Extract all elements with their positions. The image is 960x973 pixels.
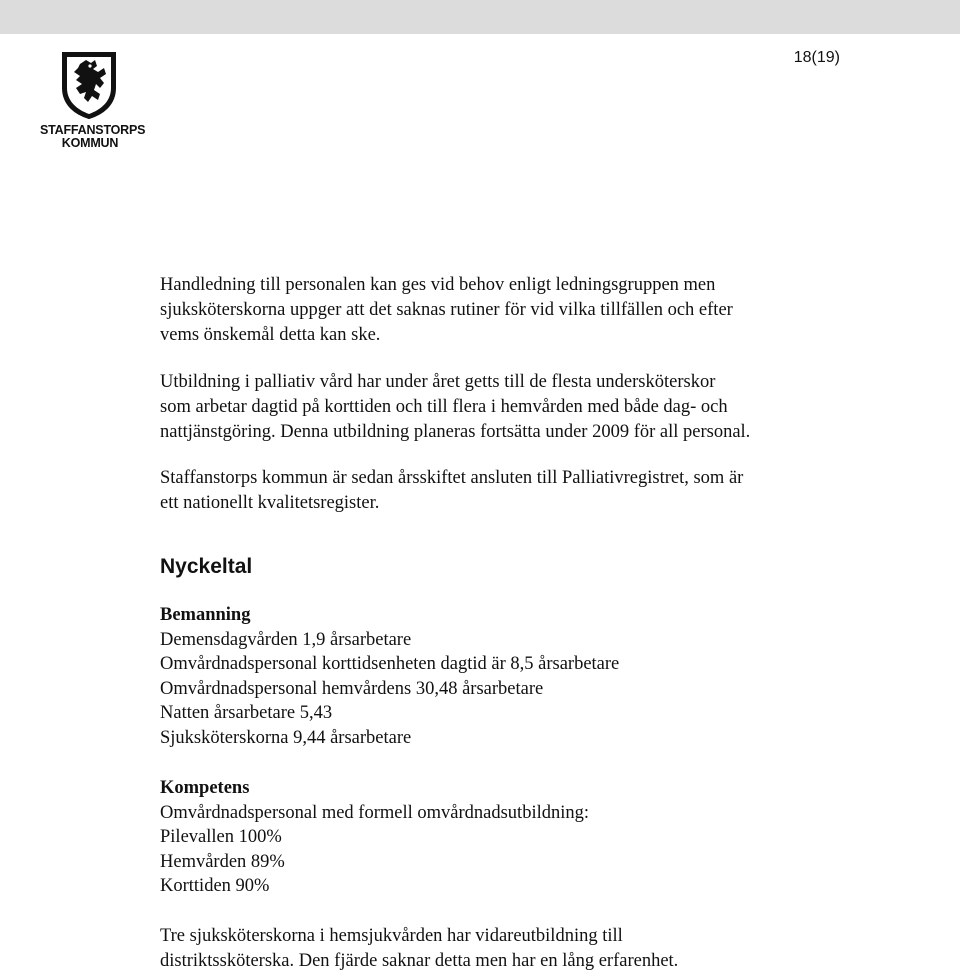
closing-paragraph <box>160 924 678 973</box>
kompetens-section <box>160 776 589 899</box>
list-item: Omvårdnadspersonal med formell omvårdnadsutbildning: <box>160 801 589 826</box>
list-item: Natten årsarbetare 5,43 <box>160 701 619 726</box>
text-line: ett nationellt kvalitetsregister. <box>160 491 743 516</box>
paragraph <box>160 273 733 348</box>
coat-of-arms-icon <box>60 50 118 120</box>
subheading: Bemanning <box>160 603 619 628</box>
text-line: som arbetar dagtid på korttiden och till flera i hemvården med både dag- och <box>160 395 750 420</box>
bemanning-section <box>160 603 619 750</box>
section-heading: Nyckeltal <box>160 555 252 579</box>
text-line: Handledning till personalen kan ges vid behov enligt ledningsgruppen men <box>160 273 733 298</box>
text-line: Tre sjuksköterskorna i hemsjukvården har vidareutbildning till <box>160 924 678 949</box>
paragraph <box>160 370 750 445</box>
text-line: sjuksköterskorna uppger att det saknas rutiner för vid vilka tillfällen och efter <box>160 298 733 323</box>
list-item: Sjuksköterskorna 9,44 årsarbetare <box>160 726 619 751</box>
text-line: Staffanstorps kommun är sedan årsskiftet ansluten till Palliativregistret, som är <box>160 466 743 491</box>
logo-text-line: STAFFANSTORPS <box>40 124 140 137</box>
list-item: Demensdagvården 1,9 årsarbetare <box>160 628 619 653</box>
top-bar <box>0 0 960 34</box>
text-line: Utbildning i palliativ vård har under året getts till de flesta undersköterskor <box>160 370 750 395</box>
text-line: nattjänstgöring. Denna utbildning planeras fortsätta under 2009 för all personal. <box>160 420 750 445</box>
municipality-logo <box>40 50 140 150</box>
text-line: vems önskemål detta kan ske. <box>160 323 733 348</box>
paragraph <box>160 466 743 516</box>
logo-text-line: KOMMUN <box>40 137 140 150</box>
subheading: Kompetens <box>160 776 589 801</box>
list-item: Omvårdnadspersonal korttidsenheten dagtid är 8,5 årsarbetare <box>160 652 619 677</box>
list-item: Korttiden 90% <box>160 874 589 899</box>
page-number: 18(19) <box>794 49 840 67</box>
list-item: Omvårdnadspersonal hemvårdens 30,48 årsarbetare <box>160 677 619 702</box>
list-item: Pilevallen 100% <box>160 825 589 850</box>
logo-text <box>40 124 140 150</box>
text-line: distriktssköterska. Den fjärde saknar detta men har en lång erfarenhet. <box>160 949 678 973</box>
list-item: Hemvården 89% <box>160 850 589 875</box>
